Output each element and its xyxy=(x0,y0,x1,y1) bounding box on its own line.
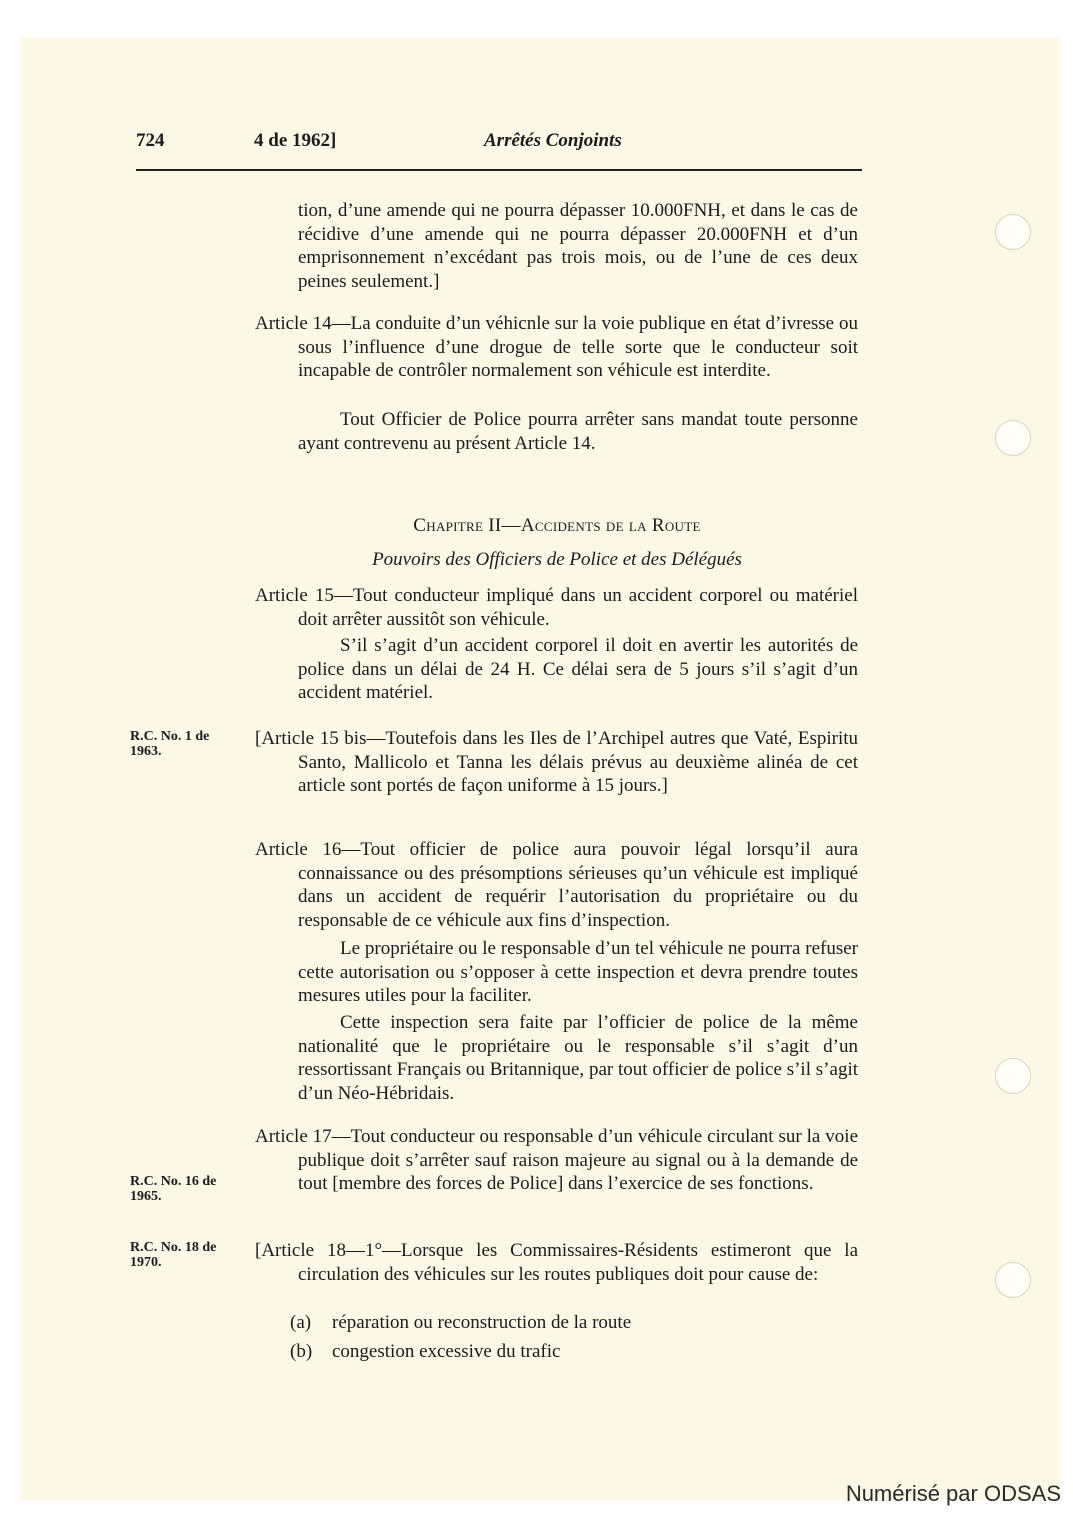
header-rule xyxy=(136,169,862,171)
list-item-label: (b) xyxy=(290,1341,313,1362)
header-reference: 4 de 1962] xyxy=(254,130,337,151)
chapter-subtitle: Pouvoirs des Officiers de Police et des Délégués xyxy=(372,549,742,570)
list-item-text: congestion excessive du trafic xyxy=(332,1341,561,1362)
page-number: 724 xyxy=(136,130,165,151)
article-15: Article 15—Tout conducteur impliqué dans un accident corporel ou matériel doit arrêter aussitôt son véhicule. xyxy=(255,585,858,630)
list-item xyxy=(290,1341,560,1363)
article-17: Article 17—Tout conducteur ou responsable d’un véhicule circulant sur la voie publique doit s’arrêter sauf raison majeure au signal ou à la demande de tout [membre des forces de Police] dans l’exercice de ses fonctions. xyxy=(255,1126,858,1194)
paragraph-continuation: tion, d’une amende qui ne pourra dépasser 10.000FNH, et dans le cas de récidive d’une amende qui ne pourra dépasser 20.000FNH et d’un emprisonnement n’excédant pas trois mois, ou de l’une de ces deux peines seulement.] xyxy=(298,200,858,292)
binder-hole xyxy=(995,214,1031,250)
chapter-name: Accidents de la Route xyxy=(520,515,701,536)
article-16-para-2: Le propriétaire ou le responsable d’un tel véhicule ne pourra refuser cette autorisation ou s’opposer à cette inspection et devra prendre toutes mesures utiles pour la faciliter. xyxy=(298,938,858,1006)
margin-note: R.C. No. 1 de 1963. xyxy=(130,729,210,759)
margin-note: R.C. No. 16 de 1965. xyxy=(130,1174,217,1204)
chapter-prefix: Chapitre II— xyxy=(413,515,521,536)
article-15-para-2: S’il s’agit d’un accident corporel il doit en avertir les autorités de police dans un délai de 24 H. Ce délai sera de 5 jours s’il s’agit d’un accident matériel. xyxy=(298,635,858,703)
article-14-para-2: Tout Officier de Police pourra arrêter sans mandat toute personne ayant contrevenu au présent Article 14. xyxy=(298,409,858,454)
list-item xyxy=(290,1312,631,1334)
article-18: [Article 18—1°—Lorsque les Commissaires-Résidents estimeront que la circulation des véhicules sur les routes publiques doit pour cause de: xyxy=(255,1240,858,1285)
binder-hole xyxy=(995,1058,1031,1094)
chapter-heading xyxy=(254,515,860,537)
article-14: Article 14—La conduite d’un véhicnle sur la voie publique en état d’ivresse ou sous l’influence d’une drogue de telle sorte que le conducteur soit incapable de contrôler normalement son véhicule est interdite. xyxy=(255,313,858,381)
binder-hole xyxy=(995,420,1031,456)
binder-hole xyxy=(995,1262,1031,1298)
list-item-label: (a) xyxy=(290,1312,312,1333)
margin-note: R.C. No. 18 de 1970. xyxy=(130,1240,217,1270)
article-16: Article 16—Tout officier de police aura pouvoir légal lorsqu’il aura connaissance ou des présomptions sérieuses qu’un véhicule est impliqué dans un accident de requérir l’autorisation du propriétaire ou du responsable de ce véhicule aux fins d’inspection. xyxy=(255,839,858,931)
article-16-para-3: Cette inspection sera faite par l’officier de police de la même nationalité que le propriétaire ou le responsable s’il s’agit d’un ressortissant Français ou Britannique, par tout officier de police s’il s’agit d’un Néo-Hébridais. xyxy=(298,1012,858,1104)
list-item-text: réparation ou reconstruction de la route xyxy=(332,1312,632,1333)
page-title: Arrêtés Conjoints xyxy=(484,130,622,151)
scan-watermark: Numérisé par ODSAS xyxy=(845,1481,1061,1506)
article-15-bis: [Article 15 bis—Toutefois dans les Iles de l’Archipel autres que Vaté, Espiritu Santo, Mallicolo et Tanna les délais prévus au deuxième alinéa de cet article sont portés de façon uniforme à 15 jours.] xyxy=(255,728,858,796)
